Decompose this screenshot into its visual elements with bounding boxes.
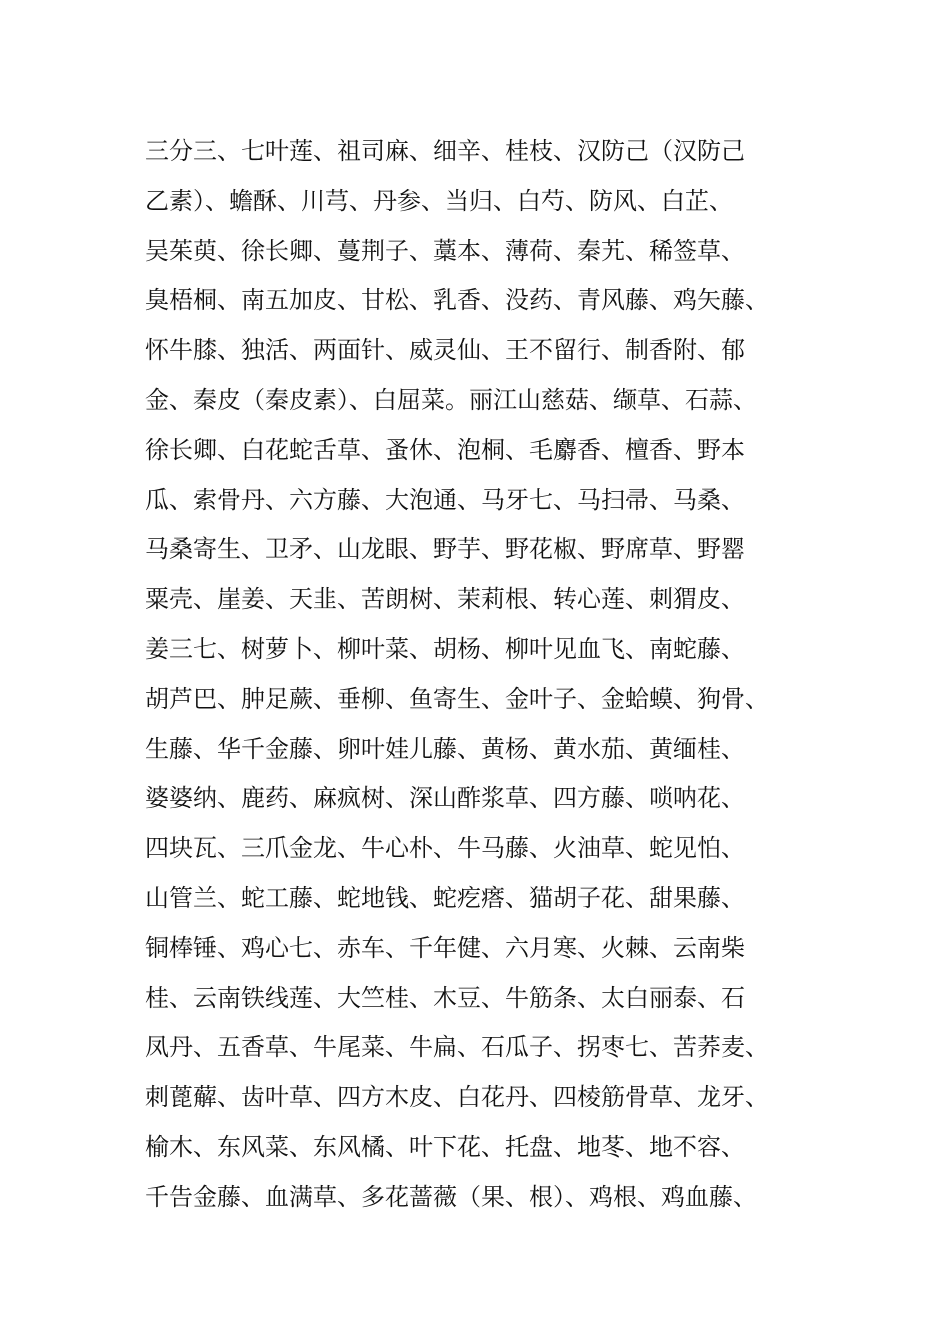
text-line-22: 千告金藤、血满草、多花蔷薇（果、根）、鸡根、鸡血藤、 [145,1182,757,1211]
text-line-6: 金、秦皮（秦皮素）、白屈菜。丽江山慈菇、缬草、石蒜、 [145,385,757,414]
text-line-19: 凤丹、五香草、牛尾菜、牛扁、石瓜子、拐枣七、苦荞麦、 [145,1033,769,1062]
text-line-4: 臭梧桐、南五加皮、甘松、乳香、没药、青风藤、鸡矢藤、 [145,286,769,315]
text-line-15: 四块瓦、三爪金龙、牛心朴、牛马藤、火油草、蛇见怕、 [145,834,745,863]
text-line-1: 三分三、七叶莲、祖司麻、细辛、桂枝、汉防己（汉防己 [145,137,745,165]
text-line-21: 榆木、东风菜、东风橘、叶下花、托盘、地苳、地不容、 [145,1132,745,1161]
text-line-2: 乙素）、蟾酥、川芎、丹参、当归、白芍、防风、白芷、 [145,186,733,215]
text-line-20: 刺蓖薢、齿叶草、四方木皮、白花丹、四棱筋骨草、龙牙、 [145,1083,769,1112]
body-paragraph [145,127,805,1223]
text-line-9: 马桑寄生、卫矛、山龙眼、野芋、野花椒、野席草、野罂 [145,535,745,564]
text-line-16: 山管兰、蛇工藤、蛇地钱、蛇疙瘩、猫胡子花、甜果藤、 [145,883,745,912]
text-line-11: 姜三七、树萝卜、柳叶菜、胡杨、柳叶见血飞、南蛇藤、 [145,634,745,663]
text-line-8: 瓜、索骨丹、六方藤、大泡通、马牙七、马扫帚、马桑、 [145,485,745,514]
text-line-7: 徐长卿、白花蛇舌草、蚤休、泡桐、毛麝香、檀香、野本 [145,435,745,464]
text-line-14: 婆婆纳、鹿药、麻疯树、深山酢浆草、四方藤、唢呐花、 [145,784,745,813]
text-line-17: 铜棒锤、鸡心七、赤车、千年健、六月寒、火棘、云南柴 [145,933,745,962]
text-line-12: 胡芦巴、肿足蕨、垂柳、鱼寄生、金叶子、金蛤蟆、狗骨、 [145,684,769,713]
text-line-3: 吴茱萸、徐长卿、蔓荆子、藁本、薄荷、秦艽、稀签草、 [145,236,745,265]
text-line-18: 桂、云南铁线莲、大竺桂、木豆、牛筋条、太白丽泰、石 [145,983,745,1012]
text-line-13: 生藤、华千金藤、卵叶娃儿藤、黄杨、黄水茄、黄缅桂、 [145,734,745,763]
text-line-10: 粟壳、崖姜、天韭、苦朗树、茉莉根、转心莲、刺猬皮、 [145,585,745,614]
text-line-5: 怀牛膝、独活、两面针、威灵仙、王不留行、制香附、郁 [145,336,745,365]
